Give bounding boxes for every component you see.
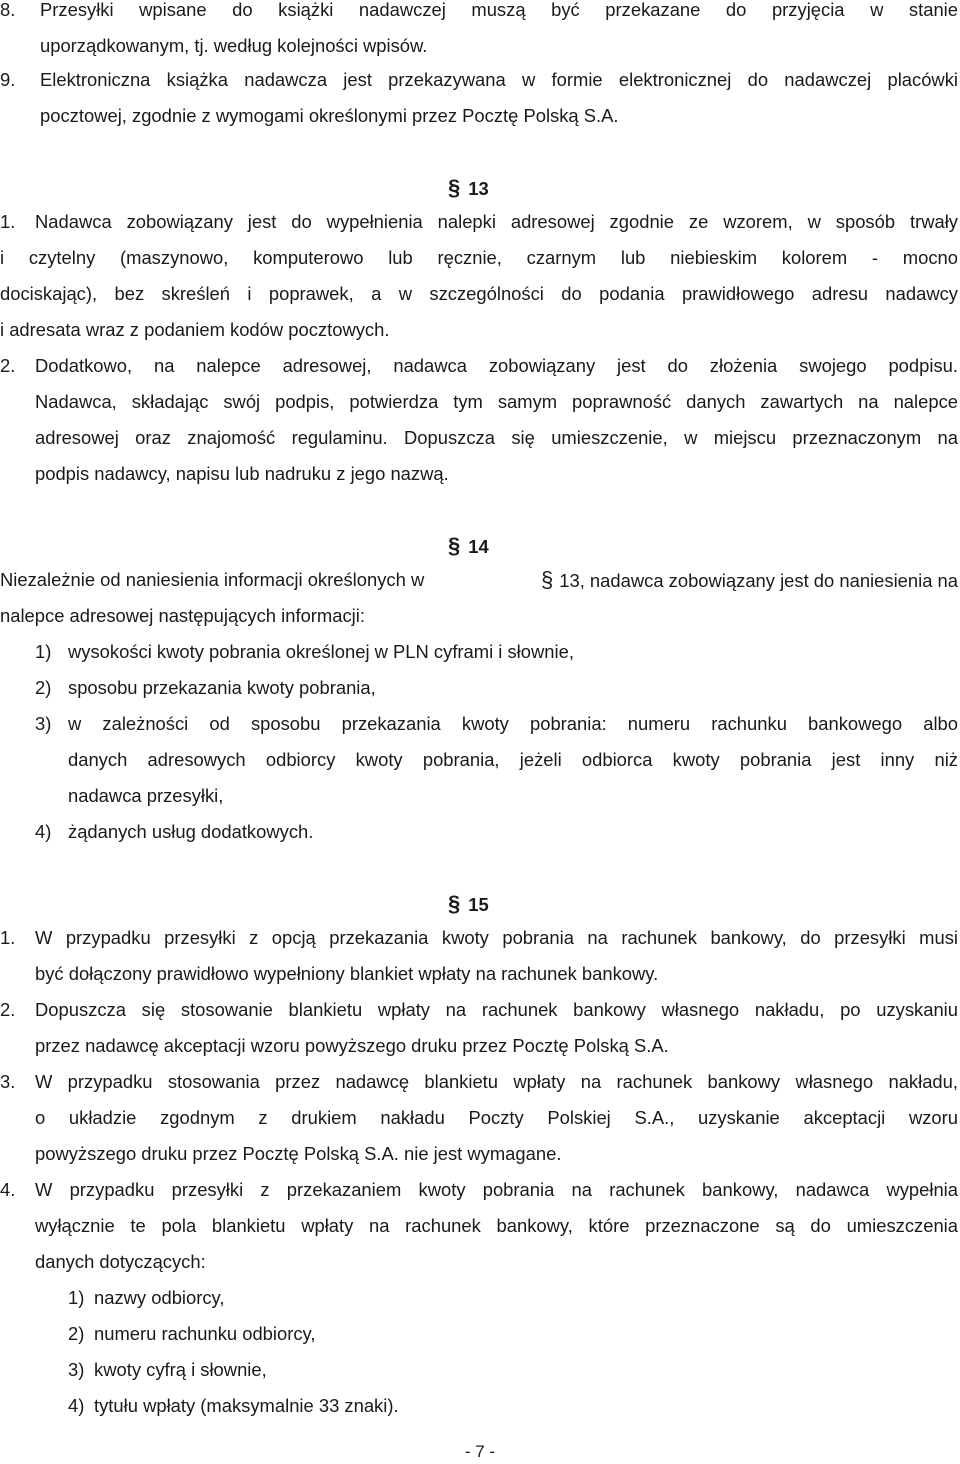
item-text-line: być dołączony prawidłowo wypełniony blankiet wpłaty na rachunek bankowy. — [35, 963, 659, 984]
item-number: 8. — [0, 0, 16, 20]
item-text-line: uporządkowanym, tj. według kolejności wpisów. — [40, 35, 428, 56]
item-text-line: wyłącznie te pola blankietu wpłaty na rachunek bankowy, które przeznaczone są do umieszczenia — [35, 1215, 958, 1236]
item-text-line: pocztowej, zgodnie z wymogami określonymi przez Pocztę Polską S.A. — [40, 105, 619, 126]
subitem-number: 4) — [68, 1395, 85, 1416]
item-number: 2. — [0, 355, 16, 376]
intro-text-line: nalepce adresowej następujących informacji: — [0, 605, 365, 626]
item-text-line: danych dotyczących: — [35, 1251, 206, 1272]
item-number: 1. — [0, 927, 16, 948]
item-text-line: Elektroniczna książka nadawcza jest przekazywana w formie elektronicznej do nadawczej placówki — [40, 69, 958, 90]
subitem — [0, 1388, 960, 1424]
item-text-line: dociskając), bez skreśleń i poprawek, a w szczególności do podania prawidłowego adresu nadawcy — [0, 283, 958, 304]
section-symbol: § — [448, 175, 461, 200]
item-text-line: powyższego druku przez Pocztę Polską S.A. nie jest wymagane. — [35, 1143, 562, 1164]
item-number: 3) — [35, 713, 52, 734]
intro-text-a: Niezależnie od naniesienia informacji określonych w — [0, 569, 425, 590]
section-symbol: § — [448, 533, 461, 558]
item-text-line: W przypadku przesyłki z opcją przekazania kwoty pobrania na rachunek bankowy, do przesyłki musi — [35, 927, 958, 948]
item-text-line: adresowej oraz znajomość regulaminu. Dopuszcza się umieszczenie, w miejscu przeznaczonym na — [35, 427, 958, 448]
subitem-number: 2) — [68, 1323, 85, 1344]
item-number: 9. — [0, 69, 16, 90]
section-number: 15 — [468, 894, 489, 915]
item-text-line: Przesyłki wpisane do książki nadawczej muszą być przekazane do przyjęcia w stanie — [40, 0, 958, 20]
item-text-line: wysokości kwoty pobrania określonej w PLN cyframi i słownie, — [68, 641, 574, 662]
subitem-text: numeru rachunku odbiorcy, — [94, 1323, 316, 1344]
item-text-line: W przypadku przesyłki z przekazaniem kwoty pobrania na rachunek bankowy, nadawca wypełnia — [35, 1179, 958, 1200]
subitem — [0, 1316, 960, 1352]
item-number: 1. — [0, 211, 16, 232]
item-number: 2. — [0, 999, 16, 1020]
subitem — [0, 1280, 960, 1316]
item-text-line: Dopuszcza się stosowanie blankietu wpłaty na rachunek bankowy własnego nakładu, po uzyskaniu — [35, 999, 958, 1020]
item-number: 4) — [35, 821, 52, 842]
item-text-line: i czytelny (maszynowo, komputerowo lub ręcznie, czarnym lub niebieskim kolorem - mocno — [0, 247, 958, 268]
item-text-line: o układzie zgodnym z drukiem nakładu Poczty Polskiej S.A., uzyskanie akceptacji wzoru — [35, 1107, 958, 1128]
item-number: 3. — [0, 1071, 16, 1092]
subitem-text: kwoty cyfrą i słownie, — [94, 1359, 267, 1380]
section-heading-15 — [448, 886, 489, 922]
subitem-number: 3) — [68, 1359, 85, 1380]
subitem-text: tytułu wpłaty (maksymalnie 33 znaki). — [94, 1395, 399, 1416]
item-text-line: sposobu przekazania kwoty pobrania, — [68, 677, 376, 698]
item-text-line: podpis nadawcy, napisu lub nadruku z jego nazwą. — [35, 463, 449, 484]
section-number: 14 — [468, 536, 489, 557]
item-text-line: Nadawca, składając swój podpis, potwierdza tym samym poprawność danych zawartych na nalepce — [35, 391, 958, 412]
item-text-line: danych adresowych odbiorcy kwoty pobrania, jeżeli odbiorca kwoty pobrania jest inny niż — [68, 749, 958, 770]
intro-text-b: 13, nadawca zobowiązany jest do naniesienia na — [559, 570, 958, 591]
subitem-number: 1) — [68, 1287, 85, 1308]
section-ref-symbol: § — [541, 567, 554, 592]
item-text-line: żądanych usług dodatkowych. — [68, 821, 314, 842]
section-heading-14 — [448, 528, 489, 564]
subitem — [0, 1352, 960, 1388]
subitem-text: nazwy odbiorcy, — [94, 1287, 225, 1308]
section-heading-13 — [448, 170, 489, 206]
section-number: 13 — [468, 178, 489, 199]
section-symbol: § — [448, 891, 461, 916]
item-text-line: Dodatkowo, na nalepce adresowej, nadawca zobowiązany jest do złożenia swojego podpisu. — [35, 355, 958, 376]
page-number: - 7 - — [464, 1442, 496, 1461]
item-number: 4. — [0, 1179, 16, 1200]
item-text-line: Nadawca zobowiązany jest do wypełnienia nalepki adresowej zgodnie ze wzorem, w sposób trwały — [35, 211, 958, 232]
item-text-line: W przypadku stosowania przez nadawcę blankietu wpłaty na rachunek bankowy własnego nakładu, — [35, 1071, 958, 1092]
item-text-line: przez nadawcę akceptacji wzoru powyższego druku przez Pocztę Polską S.A. — [35, 1035, 669, 1056]
item-text-line: i adresata wraz z podaniem kodów pocztowych. — [0, 319, 390, 340]
item-number: 2) — [35, 677, 52, 698]
item-number: 1) — [35, 641, 52, 662]
item-text-line: w zależności od sposobu przekazania kwoty pobrania: numeru rachunku bankowego albo — [68, 713, 958, 734]
item-text-line: nadawca przesyłki, — [68, 785, 224, 806]
